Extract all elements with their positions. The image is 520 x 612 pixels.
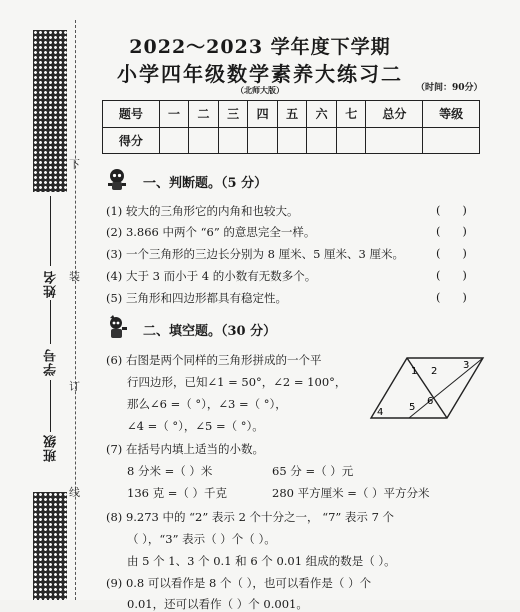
mascot-icon <box>104 314 130 340</box>
section1-title: 一、判断题。（5 分） <box>143 176 268 191</box>
exam-title: 小学四年级数学素养大练习二 <box>117 62 403 86</box>
time-note: （时间：90分） <box>416 83 483 93</box>
score-header-cell: 等级 <box>423 101 480 128</box>
score-cell[interactable] <box>218 127 248 154</box>
score-table-score-row <box>103 127 480 154</box>
name-blank-line <box>50 196 51 266</box>
score-header-cell: 五 <box>277 101 307 128</box>
judge-answer-5[interactable]: ( ) <box>436 290 467 304</box>
q7-item-2-left: 136 克 =（ ）千克 <box>127 486 228 500</box>
figure-label-4: 4 <box>377 407 384 418</box>
cut-char-1: 下 <box>69 158 80 171</box>
score-header-cell: 一 <box>159 101 189 128</box>
cut-char-2: 装 <box>69 270 80 283</box>
cut-char-3: 订 <box>69 380 80 393</box>
score-row-label: 得分 <box>103 127 160 154</box>
score-header-cell: 七 <box>336 101 366 128</box>
score-header-cell: 题号 <box>103 101 160 128</box>
judge-item-1: (1) 较大的三角形它的内角和也较大。 <box>106 204 299 218</box>
name-label: 姓名 <box>44 270 59 298</box>
parallelogram-figure <box>365 352 485 424</box>
q9-line-1: (9) 0.8 可以看作是 8 个（ ），也可以看作是（ ）个 <box>106 576 372 590</box>
judge-answer-2[interactable]: ( ) <box>436 224 467 238</box>
figure-label-6: 6 <box>427 396 434 407</box>
score-cell[interactable] <box>189 127 219 154</box>
score-header-cell: 四 <box>248 101 278 128</box>
q7-title: (7) 在括号内填上适当的小数。 <box>106 442 264 456</box>
q7-item-1-left: 8 分米 =（ ）米 <box>127 464 213 478</box>
score-cell[interactable] <box>277 127 307 154</box>
figure-label-3: 3 <box>463 360 470 371</box>
q6-line-4: ∠4 =（ °），∠5 =（ °）。 <box>127 419 264 433</box>
judge-item-5: (5) 三角形和四边形都具有稳定性。 <box>106 291 287 305</box>
figure-label-5: 5 <box>409 402 416 413</box>
q9-line-2: 0.01，还可以看作（ ）个 0.001。 <box>127 597 308 611</box>
binding-pattern-bottom <box>33 492 67 600</box>
student-no-label: 学号 <box>44 348 59 376</box>
score-cell[interactable] <box>336 127 366 154</box>
score-table-header-row <box>103 101 480 128</box>
section2-title: 二、填空题。（30 分） <box>143 324 277 339</box>
q8-line-3: 由 5 个 1、3 个 0.1 和 6 个 0.01 组成的数是（ ）。 <box>127 554 396 568</box>
class-label: 班级 <box>44 434 59 462</box>
q6-line-1: (6) 右图是两个同样的三角形拼成的一个平 <box>106 353 322 367</box>
score-header-cell: 总分 <box>366 101 423 128</box>
exam-title-year: 2022～2023 学年度下学期 <box>129 36 391 58</box>
student-no-blank-line <box>50 300 51 344</box>
figure-label-2: 2 <box>431 366 438 377</box>
score-table <box>102 100 480 154</box>
cut-line <box>75 20 76 600</box>
figure-label-1: 1 <box>411 366 418 377</box>
score-cell[interactable] <box>159 127 189 154</box>
judge-item-3: (3) 一个三角形的三边长分别为 8 厘米、5 厘米、3 厘米。 <box>106 247 405 261</box>
score-cell[interactable] <box>423 127 480 154</box>
score-header-cell: 六 <box>307 101 337 128</box>
judge-item-4: (4) 大于 3 而小于 4 的小数有无数多个。 <box>106 269 317 283</box>
q7-item-2-right: 280 平方厘米 =（ ）平方分米 <box>272 486 430 500</box>
class-blank-line <box>50 380 51 432</box>
score-header-cell: 二 <box>189 101 219 128</box>
cut-char-4: 线 <box>69 486 80 499</box>
score-cell[interactable] <box>366 127 423 154</box>
score-header-cell: 三 <box>218 101 248 128</box>
score-cell[interactable] <box>307 127 337 154</box>
q8-line-2: （ ），“3” 表示（ ）个（ ）。 <box>127 532 276 546</box>
q6-line-3: 那么∠6 =（ °），∠3 =（ °）， <box>127 397 287 411</box>
q6-line-2: 行四边形，已知∠1 = 50°，∠2 = 100°， <box>127 375 347 389</box>
judge-answer-4[interactable]: ( ) <box>436 268 467 282</box>
mascot-icon <box>104 166 130 192</box>
judge-answer-1[interactable]: ( ) <box>436 203 467 217</box>
judge-answer-3[interactable]: ( ) <box>436 246 467 260</box>
edition-note: （北师大版） <box>236 85 284 95</box>
score-cell[interactable] <box>248 127 278 154</box>
judge-item-2: (2) 3.866 中两个 “6” 的意思完全一样。 <box>106 225 316 239</box>
q8-line-1: (8) 9.273 中的 “2” 表示 2 个十分之一， “7” 表示 7 个 <box>106 510 395 524</box>
q7-item-1-right: 65 分 =（ ）元 <box>272 464 354 478</box>
